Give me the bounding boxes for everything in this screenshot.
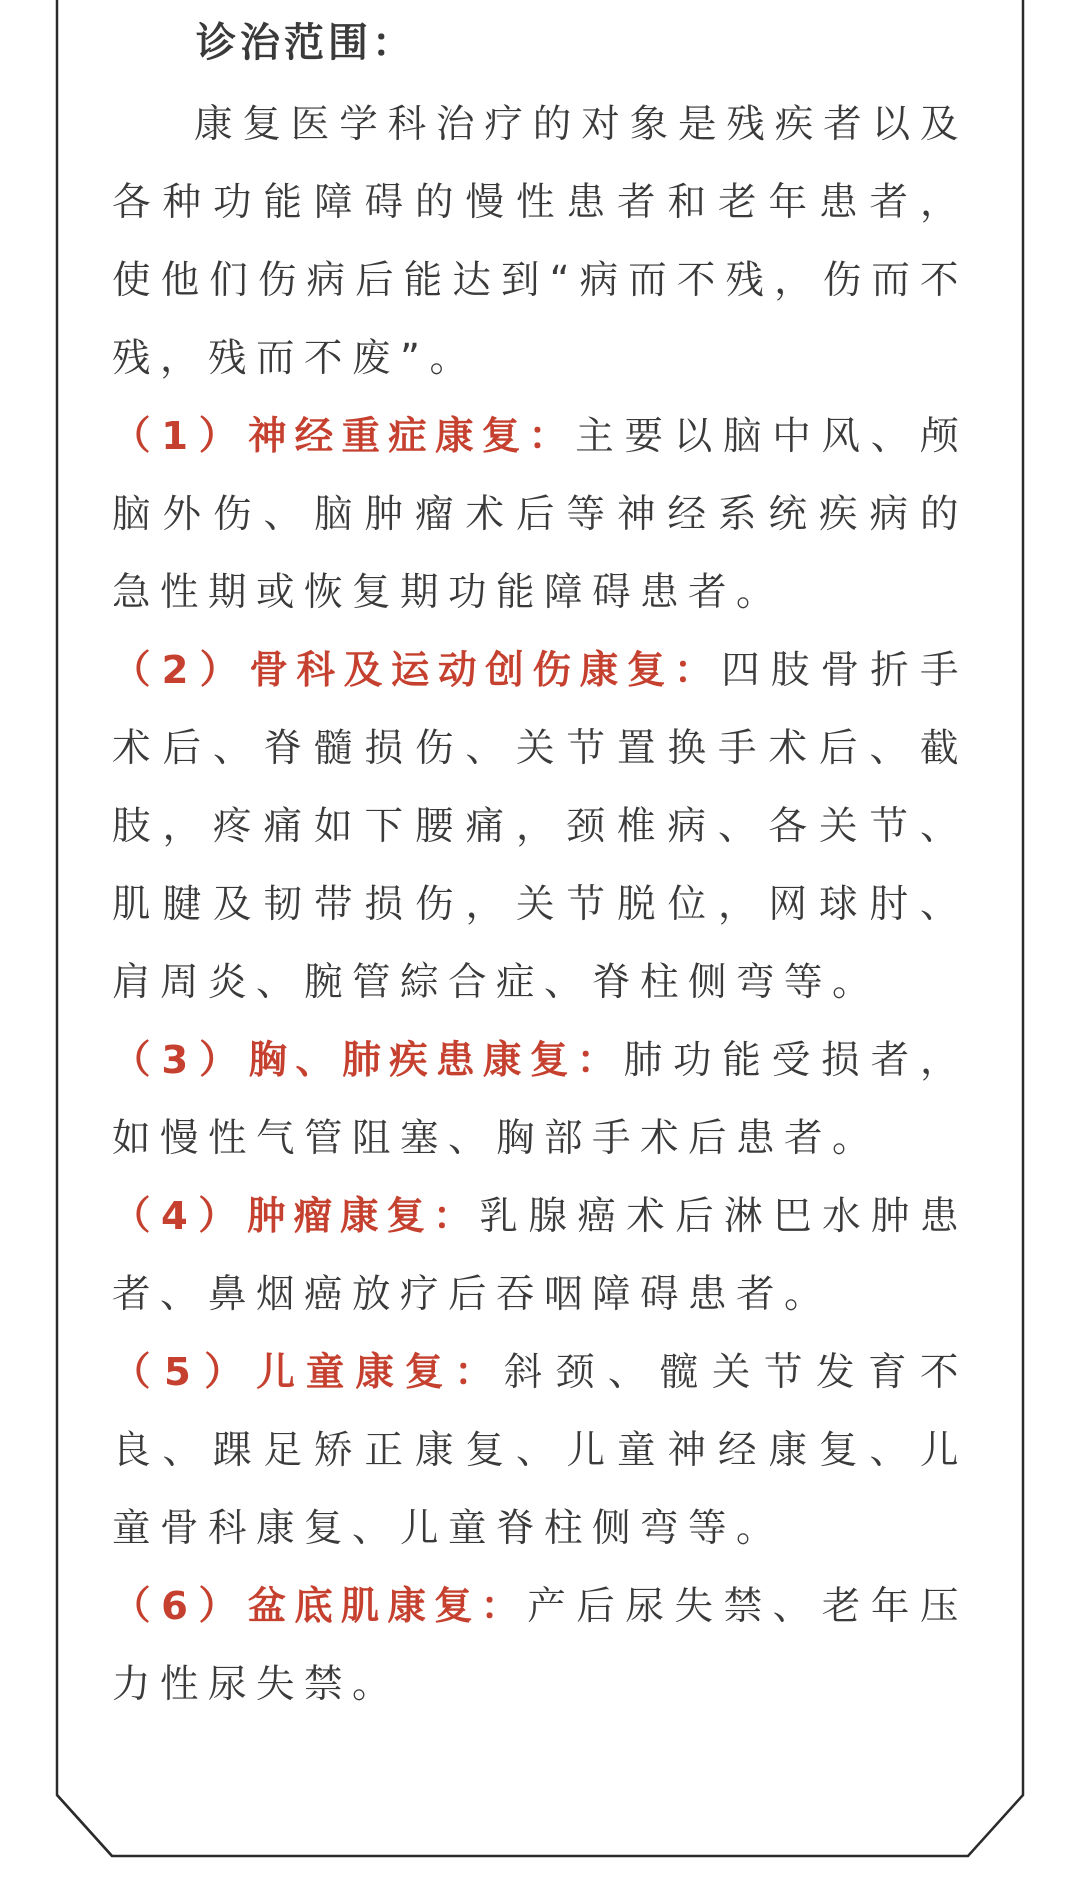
item-label: 骨科及运动创伤康复： [249, 648, 722, 693]
item-number: （1） [112, 414, 249, 459]
item-text: 产后尿失禁、老年压力性尿失禁。 [112, 1584, 968, 1707]
list-item-1 [112, 398, 968, 632]
item-text: 四肢骨折手术后、脊髓损伤、关节置换手术后、截肢，疼痛如下腰痛，颈椎病、各关节、肌腱及韧带损伤，关节脱位，网球肘、肩周炎、腕管綜合症、脊柱侧弯等。 [112, 648, 968, 1005]
item-label: 盆底肌康复： [247, 1584, 528, 1629]
item-number: （3） [112, 1038, 249, 1083]
section-heading: 诊治范围： [196, 20, 416, 66]
list-item-5 [112, 1334, 968, 1568]
item-label: 胸、肺疾患康复： [248, 1038, 624, 1083]
item-label: 儿童康复： [256, 1350, 504, 1395]
intro-paragraph: 康复医学科治疗的对象是残疾者以及各种功能障碍的慢性患者和老年患者，使他们伤病后能达到“病而不残，伤而不残，残而不废”。 [112, 102, 968, 381]
item-label: 神经重症康复： [248, 414, 576, 459]
item-label: 肿瘤康复： [247, 1194, 480, 1239]
item-number: （4） [112, 1194, 248, 1239]
item-text: 主要以脑中风、颅脑外伤、脑肿瘤术后等神经系统疾病的急性期或恢复期功能障碍患者。 [112, 414, 968, 615]
item-number: （2） [112, 648, 250, 693]
list-item-3 [112, 1022, 968, 1178]
item-text: 乳腺癌术后淋巴水肿患者、鼻烟癌放疗后吞咽障碍患者。 [112, 1194, 968, 1317]
item-number: （5） [112, 1350, 257, 1395]
list-item-4 [112, 1178, 968, 1334]
item-text: 斜颈、髋关节发育不良、踝足矫正康复、儿童神经康复、儿童骨科康复、儿童脊柱侧弯等。 [112, 1350, 968, 1551]
list-item-6 [112, 1568, 968, 1724]
item-text: 肺功能受损者，如慢性气管阻塞、胸部手术后患者。 [112, 1038, 968, 1161]
item-number: （6） [112, 1584, 248, 1629]
list-item-2 [112, 632, 968, 1022]
